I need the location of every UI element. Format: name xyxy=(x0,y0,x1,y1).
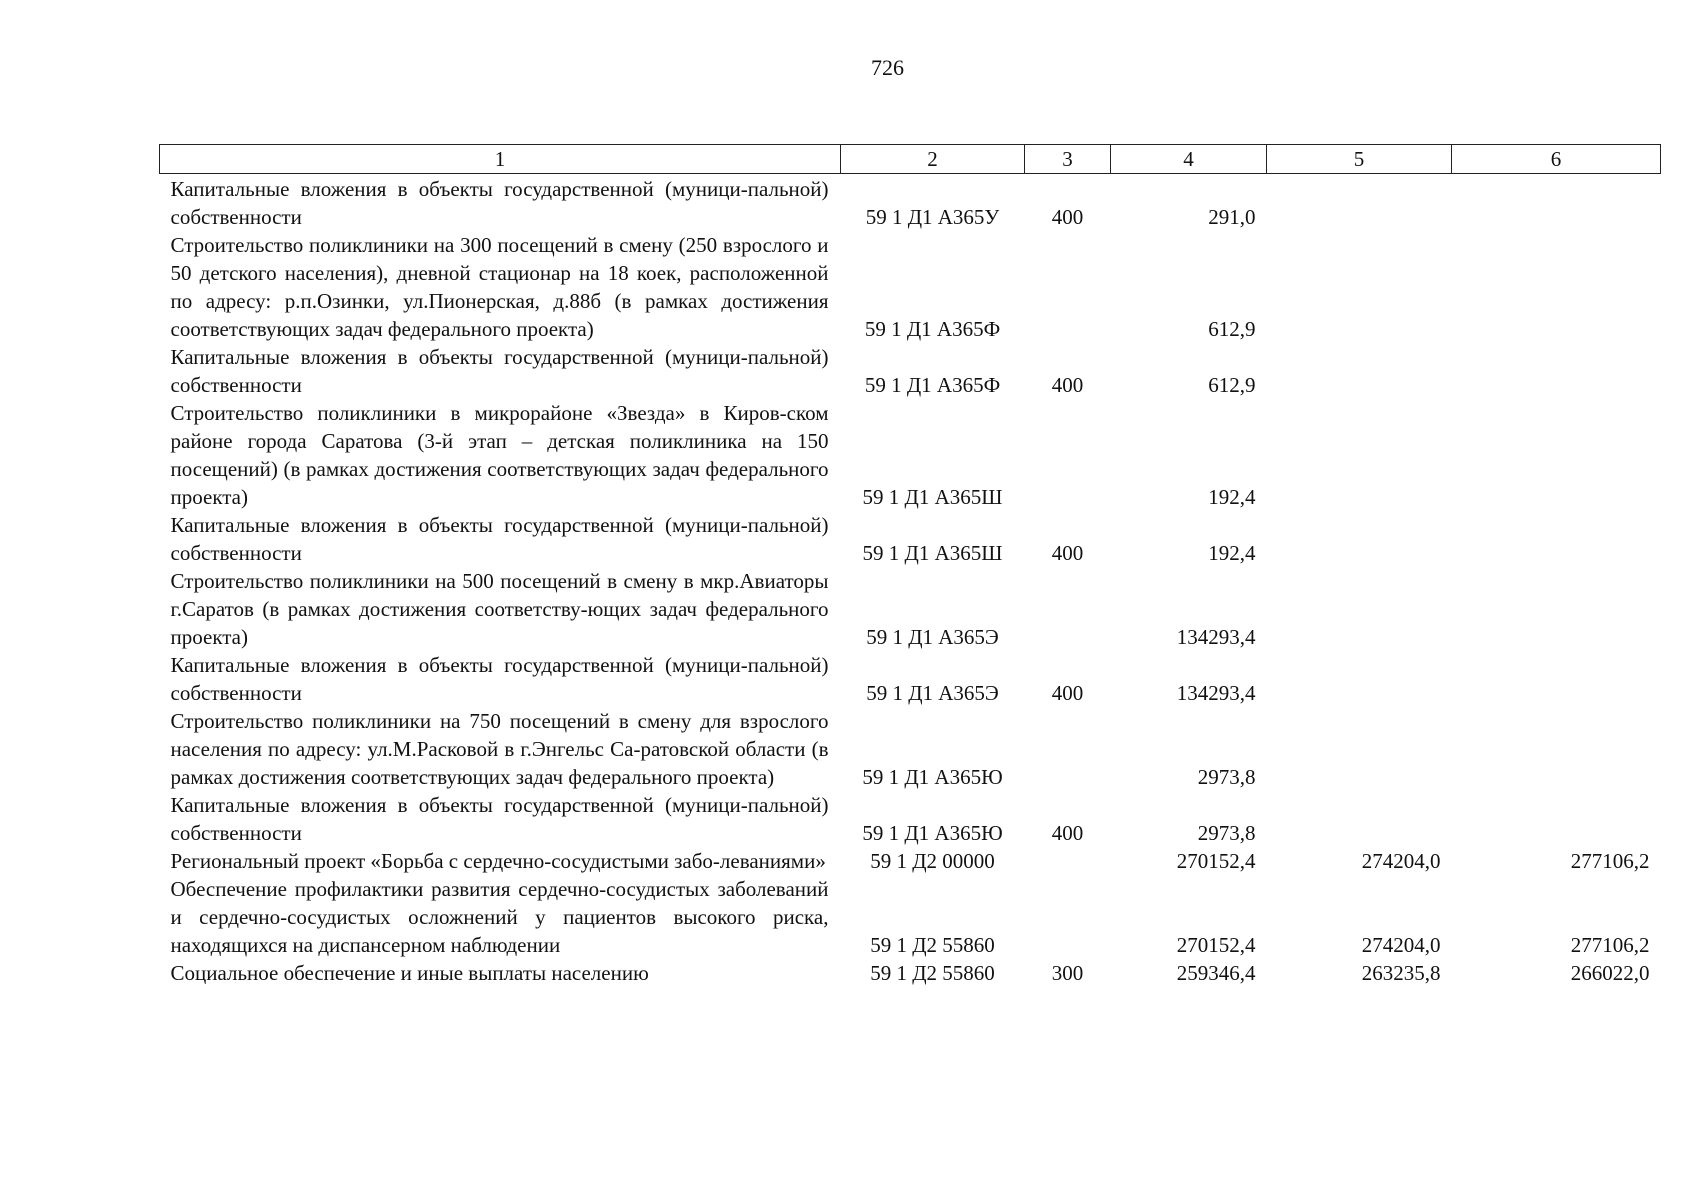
row-value-6 xyxy=(1452,174,1661,232)
row-value-5 xyxy=(1267,567,1452,651)
row-code: 59 1 Д2 55860 xyxy=(870,961,995,985)
row-name: Строительство поликлиники на 750 посещений в смену для взрослого населения по адресу: ул.М.Расковой в г.Энгельс Са-ратовской области (в рамках достижения соответствующих задач федерального проекта) xyxy=(170,709,829,789)
table-row xyxy=(160,174,1661,232)
row-expense-type: 400 xyxy=(1051,205,1084,229)
row-expense-type xyxy=(1025,707,1111,791)
table-row xyxy=(160,511,1661,567)
row-code: 59 1 Д1 А365Ш xyxy=(862,541,1003,565)
row-name: Строительство поликлиники на 300 посещений в смену (250 взрослого и 50 детского населения), дневной стационар на 18 коек, расположенной по адресу: р.п.Озинки, ул.Пионерская, д.88б (в рамках достижения соответствующих задач федерального проекта) xyxy=(170,233,829,341)
row-value-6 xyxy=(1452,567,1661,651)
column-header-3: 3 xyxy=(1025,145,1111,174)
column-header-6: 6 xyxy=(1452,145,1661,174)
table-row xyxy=(160,567,1661,651)
row-value-6 xyxy=(1452,343,1661,399)
row-code: 59 1 Д1 А365Ф xyxy=(864,317,1001,341)
table-row xyxy=(160,791,1661,847)
row-expense-type xyxy=(1025,567,1111,651)
row-expense-type: 400 xyxy=(1051,541,1084,565)
row-expense-type xyxy=(1025,399,1111,511)
row-value-6: 277106,2 xyxy=(1570,933,1650,957)
row-value-6 xyxy=(1452,399,1661,511)
row-code: 59 1 Д1 А365Ф xyxy=(864,373,1001,397)
row-value-6: 266022,0 xyxy=(1570,961,1650,985)
row-value-6 xyxy=(1452,511,1661,567)
row-value-4: 134293,4 xyxy=(1176,681,1256,705)
table-row xyxy=(160,847,1661,875)
column-header-4: 4 xyxy=(1111,145,1267,174)
row-name: Капитальные вложения в объекты государственной (муници-пальной) собственности xyxy=(170,793,829,845)
row-name: Региональный проект «Борьба с сердечно-сосудистыми забо-леваниями» xyxy=(170,849,826,873)
row-expense-type: 400 xyxy=(1051,373,1084,397)
row-code: 59 1 Д1 А365Э xyxy=(866,681,999,705)
row-name: Обеспечение профилактики развития сердечно-сосудистых заболеваний и сердечно-сосудистых осложнений у пациентов высокого риска, находящихся на диспансерном наблюдении xyxy=(170,877,829,957)
row-value-4: 612,9 xyxy=(1208,373,1256,397)
row-value-6 xyxy=(1452,651,1661,707)
row-expense-type: 400 xyxy=(1051,681,1084,705)
column-header-2: 2 xyxy=(841,145,1025,174)
row-expense-type: 400 xyxy=(1051,821,1084,845)
row-value-6 xyxy=(1452,231,1661,343)
row-value-4: 2973,8 xyxy=(1197,821,1256,845)
table-row xyxy=(160,399,1661,511)
row-value-5 xyxy=(1267,511,1452,567)
row-value-4: 291,0 xyxy=(1208,205,1256,229)
row-value-5: 274204,0 xyxy=(1361,849,1441,873)
row-code: 59 1 Д1 А365Ш xyxy=(862,485,1003,509)
row-value-4: 270152,4 xyxy=(1176,849,1256,873)
row-expense-type xyxy=(1025,231,1111,343)
table-row xyxy=(160,707,1661,791)
row-expense-type xyxy=(1025,847,1111,875)
column-header-1: 1 xyxy=(160,145,841,174)
row-code: 59 1 Д1 А365У xyxy=(865,205,1000,229)
row-name: Социальное обеспечение и иные выплаты населению xyxy=(170,961,649,985)
row-code: 59 1 Д1 А365Э xyxy=(866,625,999,649)
row-name: Капитальные вложения в объекты государственной (муници-пальной) собственности xyxy=(170,653,829,705)
row-value-6 xyxy=(1452,707,1661,791)
page-number: 726 xyxy=(871,55,904,80)
row-value-5 xyxy=(1267,707,1452,791)
row-name: Капитальные вложения в объекты государственной (муници-пальной) собственности xyxy=(170,513,829,565)
row-value-5 xyxy=(1267,791,1452,847)
row-value-5 xyxy=(1267,399,1452,511)
row-code: 59 1 Д1 А365Ю xyxy=(862,821,1003,845)
table-row xyxy=(160,875,1661,959)
table-row xyxy=(160,343,1661,399)
row-value-4: 259346,4 xyxy=(1176,961,1256,985)
row-value-5 xyxy=(1267,651,1452,707)
row-value-4: 192,4 xyxy=(1208,541,1256,565)
row-value-5: 263235,8 xyxy=(1361,961,1441,985)
table-row xyxy=(160,959,1661,987)
table-row xyxy=(160,651,1661,707)
row-expense-type xyxy=(1025,875,1111,959)
table-header-row xyxy=(160,145,1661,174)
row-value-4: 270152,4 xyxy=(1176,933,1256,957)
row-code: 59 1 Д2 55860 xyxy=(870,933,995,957)
row-value-6 xyxy=(1452,791,1661,847)
row-name: Строительство поликлиники на 500 посещений в смену в мкр.Авиаторы г.Саратов (в рамках достижения соответству-ющих задач федерального проекта) xyxy=(170,569,829,649)
row-code: 59 1 Д1 А365Ю xyxy=(862,765,1003,789)
row-value-5 xyxy=(1267,231,1452,343)
column-header-5: 5 xyxy=(1267,145,1452,174)
table-row xyxy=(160,231,1661,343)
row-value-6: 277106,2 xyxy=(1570,849,1650,873)
row-expense-type: 300 xyxy=(1051,961,1084,985)
row-value-4: 612,9 xyxy=(1208,317,1256,341)
row-value-4: 134293,4 xyxy=(1176,625,1256,649)
row-value-4: 2973,8 xyxy=(1197,765,1256,789)
row-value-5 xyxy=(1267,174,1452,232)
row-value-4: 192,4 xyxy=(1208,485,1256,509)
row-name: Строительство поликлиники в микрорайоне «Звезда» в Киров-ском районе города Саратова (3-й этап – детская поликлиника на 150 посещений) (в рамках достижения соответствующих задач федерального проекта) xyxy=(170,401,829,509)
row-name: Капитальные вложения в объекты государственной (муници-пальной) собственности xyxy=(170,345,829,397)
budget-table xyxy=(159,144,1661,987)
table-body xyxy=(160,174,1661,988)
row-value-5 xyxy=(1267,343,1452,399)
row-code: 59 1 Д2 00000 xyxy=(870,849,995,873)
row-value-5: 274204,0 xyxy=(1361,933,1441,957)
row-name: Капитальные вложения в объекты государственной (муници-пальной) собственности xyxy=(170,177,829,229)
